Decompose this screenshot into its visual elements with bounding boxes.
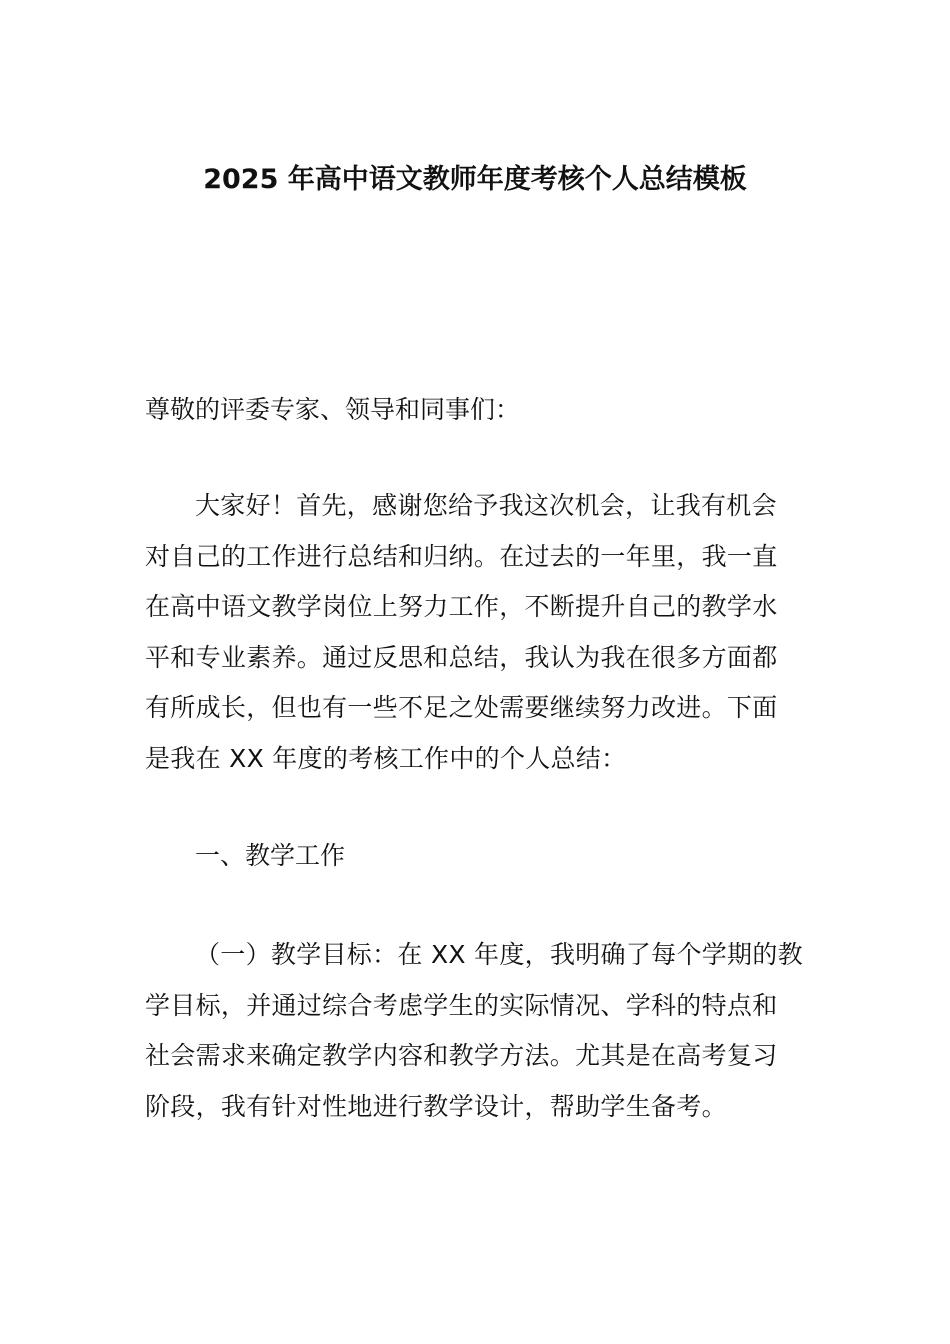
intro-line: 大家好！首先，感谢您给予我这次机会，让我有机会: [195, 491, 777, 520]
goal-line: 社会需求来确定教学内容和教学方法。尤其是在高考复习: [145, 1041, 778, 1070]
intro-paragraph: [145, 481, 810, 784]
goal-line: 阶段，我有针对性地进行教学设计，帮助学生备考。: [145, 1091, 727, 1121]
section-heading-teaching-work: 一、教学工作: [195, 841, 346, 870]
intro-line: 在高中语文教学岗位上努力工作，不断提升自己的教学水: [145, 592, 778, 621]
goal-line: （一）教学目标：在 XX 年度，我明确了每个学期的教: [195, 940, 803, 969]
goal-line: 学目标，并通过综合考虑学生的实际情况、学科的特点和: [145, 990, 778, 1020]
teaching-goal-paragraph: [145, 930, 810, 1132]
intro-line: 有所成长，但也有一些不足之处需要继续努力改进。下面: [145, 693, 778, 722]
salutation: 尊敬的评委专家、领导和同事们：: [145, 395, 521, 424]
intro-line: 对自己的工作进行总结和归纳。在过去的一年里，我一直: [145, 541, 778, 571]
document-title: 2025 年高中语文教师年度考核个人总结模板: [203, 164, 747, 195]
intro-line: 平和专业素养。通过反思和总结，我认为我在很多方面都: [145, 642, 778, 672]
intro-line: 是我在 XX 年度的考核工作中的个人总结：: [145, 743, 627, 773]
